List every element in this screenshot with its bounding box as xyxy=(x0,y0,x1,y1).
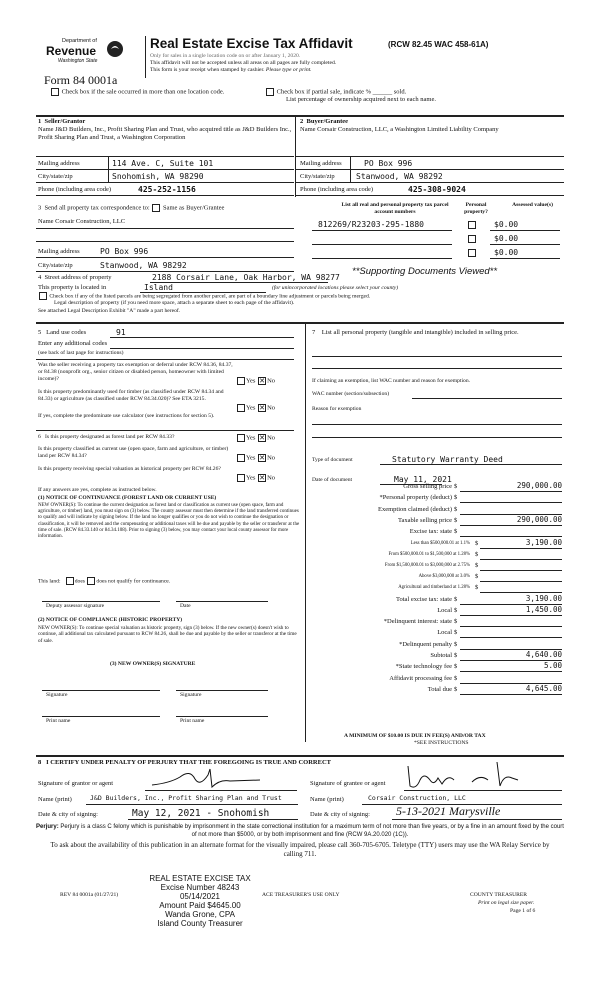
tax-row-dollar: $ xyxy=(475,584,479,592)
tax-row-value: 4,645.00 xyxy=(525,683,562,693)
tax-row-label: *State technology fee xyxy=(395,663,452,671)
parcel-personal-checkbox-2[interactable] xyxy=(468,235,476,243)
grantee-name-label: Name (print) xyxy=(310,796,344,803)
buyer-phone: Phone (including area code) xyxy=(300,186,374,193)
section6-q3: Is this property receiving special valuation as historical property per RCW 84.26? xyxy=(38,466,221,472)
perjury-notice: Perjury: Perjury is a class C felony which is punishable by imprisonment in the state correctional institution for a maximum term of not more than five years, or by a fine in an amount fixed by the court of not more than $5000, or by both imprisonment and fine (RCW 9A.20.020 (1C)). xyxy=(36,824,564,838)
notice2-text: NEW OWNER(S): To continue special valuation as historic property, sign (3) below. If the new owner(s) doesn't wish to continue, all additional tax calculated pursuant to RCW 84.26, shall be due and payable by the seller or transferor at the time of sale. xyxy=(38,625,297,644)
tax-row-dollar: $ xyxy=(454,674,458,682)
tax-row-value: 4,640.00 xyxy=(525,650,562,659)
notice2-title: (2) NOTICE OF COMPLIANCE (HISTORIC PROPERTY) xyxy=(38,617,183,623)
treasurer-stamp: REAL ESTATE EXCISE TAX Excise Number 48243 05/14/2021 Amount Paid $4645.00 Wanda Grone, CPA Island County Treasurer xyxy=(149,874,251,928)
tax-row-dollar: $ xyxy=(454,483,458,490)
buyer-mailing: Mailing address xyxy=(300,160,342,167)
tax-row-label: Total excise tax: state xyxy=(395,595,452,603)
parcel-col-number: List all real and personal property tax parcel account numbers xyxy=(341,202,449,215)
tax-row-dollar: $ xyxy=(454,516,458,524)
logo-line3: Washington State xyxy=(58,58,98,64)
seller-heading: 1 Seller/Grantor xyxy=(38,118,86,125)
parcel-personal-checkbox-1[interactable] xyxy=(468,221,476,229)
dor-logo xyxy=(44,38,124,72)
new-owner-signature-2: Signature xyxy=(180,692,202,698)
grantor-name-label: Name (print) xyxy=(38,796,72,803)
seller-mailing-value: 114 Ave. C, Suite 101 xyxy=(112,159,214,168)
unincorporated-note: (for unincorporated locations please select your county) xyxy=(272,285,399,291)
section6-q2: Is this property classified as current use (open space, farm and agriculture, or timber) land per RCW 84.34? xyxy=(38,446,229,459)
parcel-col-assessed: Assessed value(s) xyxy=(512,202,553,208)
parcel-value-3: $0.00 xyxy=(494,248,519,257)
parcel-value-2: $0.00 xyxy=(494,234,519,243)
tax-row-value: 3,190.00 xyxy=(525,537,562,547)
street-address-label: 4 Street address of property xyxy=(38,274,112,281)
located-label: This property is located in xyxy=(38,284,107,291)
section7-label: 7 List all personal property (tangible and intangible) included in selling price. xyxy=(312,329,519,336)
parcel-col-personal: Personal property? xyxy=(464,202,488,215)
tax-row-value: 1,450.00 xyxy=(525,604,562,614)
street-address-value: 2188 Corsair Lane, Oak Harbor, WA 98277 xyxy=(152,273,340,282)
tax-row-label: *Delinquent penalty xyxy=(399,640,452,648)
this-land[interactable]: This land: does does not qualify for continuance. xyxy=(38,578,171,585)
seller-city: City/state/zip xyxy=(38,173,73,180)
tax-row-dollar: $ xyxy=(454,618,458,626)
grantee-sig-label: Signature of grantee or agent xyxy=(310,780,386,787)
grantor-name-value: J&D Builders, Inc., Profit Sharing Plan and Trust xyxy=(90,794,282,802)
form-number: Form 84 0001a xyxy=(44,73,118,87)
tax-row-value: 290,000.00 xyxy=(516,481,562,490)
tax-row-value: 3,190.00 xyxy=(525,593,562,603)
tax-row-dollar: $ xyxy=(475,539,479,547)
new-owner-print-2: Print name xyxy=(180,718,205,724)
tax-row-label: *Personal property (deduct) xyxy=(379,494,452,502)
section3-name: Name Corsair Construction, LLC xyxy=(38,218,126,225)
deputy-date: Date xyxy=(180,603,191,609)
reason-label: Reason for exemption xyxy=(312,406,362,412)
new-owner-print-1: Print name xyxy=(46,718,71,724)
tax-row-dollar: $ xyxy=(454,685,458,693)
land-use-label: 5 Land use codes xyxy=(38,329,87,336)
legal-size-note: Print on legal size paper. xyxy=(478,900,535,906)
tax-row-value: 5.00 xyxy=(543,661,562,671)
seller-name: Name J&D Builders, Inc., Profit Sharing Plan and Trust, who acquired title as J&D Builders Inc., Profit Sharing Plan and Trust, a Washington Corporation xyxy=(38,126,292,141)
seller-city-value: Snohomish, WA 98290 xyxy=(112,172,204,181)
notice3-title: (3) NEW OWNER(S) SIGNATURE xyxy=(110,661,196,667)
parcel-number-1: 812269/R23203-295-1880 xyxy=(318,220,424,229)
same-as-buyer-checkbox[interactable] xyxy=(152,204,160,212)
tax-row-label: Above $3,000,000 at 3.0% xyxy=(418,574,470,580)
tax-row-label: Less than $500,000.01 at 1.1% xyxy=(410,540,470,546)
notice1-title: (1) NOTICE OF CONTINUANCE (FOREST LAND OR CURRENT USE) xyxy=(38,495,217,501)
form-title: Real Estate Excise Tax Affidavit xyxy=(150,36,353,51)
alternate-format: To ask about the availability of this publication in an alternate format for the visually impaired, please call 360-705-6705. Teletype (TTY) users may use the WA Relay Service by calling 711. xyxy=(50,841,550,858)
seller-phone-value: 425-252-1156 xyxy=(138,185,196,194)
logo-line2: Revenue xyxy=(46,44,97,58)
section5-q2-answer[interactable]: Yes ✕ No xyxy=(236,404,275,412)
list-percentage: List percentage of ownership acquired next to each name. xyxy=(286,96,436,103)
section3-mailing: Mailing address xyxy=(38,248,80,255)
tax-row-label: Total due xyxy=(427,685,452,693)
tax-row-dollar: $ xyxy=(454,528,458,536)
minimum-due: A MINIMUM OF $10.00 IS DUE IN FEE(S) AND/OR TAX xyxy=(344,733,486,739)
section6-q2-answer[interactable]: Yes ✕ No xyxy=(236,454,275,462)
tax-row-label: Gross selling price xyxy=(403,483,452,490)
grantee-date-value: 5-13-2021 Marysville xyxy=(396,804,501,818)
grantor-signature xyxy=(150,765,270,791)
certify-statement: 8 I CERTIFY UNDER PENALTY OF PERJURY THAT THE FOREGOING IS TRUE AND CORRECT xyxy=(38,759,331,766)
tax-row-label: Subtotal xyxy=(430,652,452,659)
buyer-city-value: Stanwood, WA 98292 xyxy=(356,172,443,181)
tax-row-dollar: $ xyxy=(454,505,458,513)
wac-label: WAC number (section/subsection) xyxy=(312,391,390,397)
section6-q3-answer[interactable]: Yes ✕ No xyxy=(236,474,275,482)
check-partial-sale[interactable]: Check box if partial sale, indicate % ______ sold. xyxy=(265,88,406,96)
section5-q3: If yes, complete the predominate use calculator (see instructions for section 5). xyxy=(38,413,215,419)
section3-mailing-value: PO Box 996 xyxy=(100,247,149,256)
tax-row-dollar: $ xyxy=(454,640,458,648)
tax-row-label: Taxable selling price xyxy=(397,516,452,524)
tax-row-dollar: $ xyxy=(475,550,479,558)
form-citation: (RCW 82.45 WAC 458-61A) xyxy=(388,40,489,49)
tax-row-label: Exemption claimed (deduct) xyxy=(377,505,452,513)
tax-row-dollar: $ xyxy=(454,494,458,502)
located-value: Island xyxy=(144,283,173,292)
buyer-city: City/state/zip xyxy=(300,173,335,180)
doc-date-value: May 11, 2021 xyxy=(394,475,452,484)
wa-state-icon xyxy=(106,40,124,58)
deputy-signature: Deputy assessor signature xyxy=(46,603,105,609)
parcel-value-1: $0.00 xyxy=(494,220,519,229)
tax-row-dollar: $ xyxy=(454,629,458,637)
treasurer-use-only: ACE TREASURER'S USE ONLY xyxy=(262,892,340,898)
land-use-value: 91 xyxy=(116,328,126,337)
seller-mailing: Mailing address xyxy=(38,160,80,167)
new-owner-signature-1: Signature xyxy=(46,692,68,698)
parcel-personal-checkbox-3[interactable] xyxy=(468,249,476,257)
buyer-name: Name Corsair Construction, LLC, a Washington Limited Liability Company xyxy=(300,126,499,133)
section5-q2: Is this property predominantly used for timber (as classified under RCW 84.34 and 84.33) or agriculture (as classified under RCW 84.34.020)? See ETA 3215. xyxy=(38,389,224,402)
legal-description-label: Legal description of property (if you need more space, attach a separate sheet to each page of the affidavit). xyxy=(54,300,295,306)
tax-row-label: *Delinquent interest: state xyxy=(383,618,452,626)
buyer-mailing-value: PO Box 996 xyxy=(364,159,413,168)
tax-row-label: Affidavit processing fee xyxy=(389,674,452,682)
seller-phone: Phone (including area code) xyxy=(38,186,112,193)
legal-exhibit: See attached Legal Description Exhibit "A" made a part hereof. xyxy=(38,308,181,314)
grantee-name-value: Corsair Construction, LLC xyxy=(368,794,466,802)
section5-q1: Was the seller receiving a property tax exemption or deferral under RCW 84.36, 84.37, or 84.38 (nonprofit org., senior citizen or disabled person, homeowner with limited income)? xyxy=(38,362,233,382)
header-note-1: Only for sales in a single location code on or after January 1, 2020. xyxy=(150,53,301,59)
grantee-signature xyxy=(402,760,522,792)
tax-row-label: Local xyxy=(437,629,452,637)
tax-row-dollar: $ xyxy=(454,663,458,671)
section6-q1: 6 Is this property designated as forest land per RCW 84.33? xyxy=(38,434,175,440)
page-number: Page 1 of 6 xyxy=(510,908,536,914)
supporting-docs-stamp: **Supporting Documents Viewed** xyxy=(352,266,498,277)
if-any-yes: If any answers are yes, complete as instructed below. xyxy=(38,487,157,493)
tax-row-dollar: $ xyxy=(475,561,479,569)
enter-additional-codes: Enter any additional codes xyxy=(38,340,108,347)
logo-line1: Department of xyxy=(62,38,97,44)
tax-row-dollar: $ xyxy=(475,573,479,581)
tax-row-label: From $1,500,000.01 to $3,000,000 at 2.75% xyxy=(384,562,470,568)
section5-q1-answer[interactable]: Yes ✕ No xyxy=(236,377,275,385)
doc-type-label: Type of document xyxy=(312,457,353,463)
buyer-phone-value: 425-308-9024 xyxy=(408,185,466,194)
tax-row-label: Agricultural and timberland at 1.28% xyxy=(398,585,470,591)
exemption-label: If claiming an exemption, list WAC number and reason for exemption. xyxy=(312,378,471,384)
rev-number: REV 84 0001a (01/27/21) xyxy=(60,892,119,898)
section3-city-value: Stanwood, WA 98292 xyxy=(100,261,187,270)
tax-row-label: From $500,000.01 to $1,500,000 at 1.28% xyxy=(388,551,470,557)
tax-row-dollar: $ xyxy=(454,606,458,614)
header-note-2: This affidavit will not be accepted unless all areas on all pages are fully completed. xyxy=(150,60,337,66)
segregated-checkbox[interactable]: Check box if any of the listed parcels are being segregated from another parcel, are part of a boundary line adjustment or parcels being merged. xyxy=(38,292,370,300)
tax-row-dollar: $ xyxy=(454,595,458,603)
header-note-3: This form is your receipt when stamped by cashier. Please type or print. xyxy=(150,67,312,73)
tax-row-value: 290,000.00 xyxy=(516,514,562,524)
tax-row-label: Excise tax: state xyxy=(409,528,452,536)
grantee-date-label: Date & city of signing: xyxy=(310,811,370,818)
tax-row-label: Local xyxy=(437,606,452,614)
check-multi-location[interactable]: Check box if the sale occurred in more than one location code. xyxy=(50,88,224,96)
see-instructions: *SEE INSTRUCTIONS xyxy=(414,740,469,746)
doc-date-label: Date of document xyxy=(312,477,353,483)
grantor-date-label: Date & city of signing: xyxy=(38,811,98,818)
notice1-text: NEW OWNER(S): To continue the current designation as forest land or classification as current use (open space, farm and agriculture, or timber) land, you must sign on (3) below. The county assessor must then determine if the land transferred continues to qualify and will indicate by signing below. If the land no longer qualifies or you do not wish to continue the designation or classification, it will be removed and the compensating or additional taxes will be due and payable by the seller or transferor at the time of sale. (RCW 84.33.140 or 84.34.108). Prior to signing (3) below, you may contact your local county assessor for more information. xyxy=(38,503,300,540)
section3-label: 3 Send all property tax correspondence to: Same as Buyer/Grantee xyxy=(38,204,225,212)
doc-type-value: Statutory Warranty Deed xyxy=(392,455,503,464)
section6-q1-answer[interactable]: Yes ✕ No xyxy=(236,434,275,442)
grantor-sig-label: Signature of grantor or agent xyxy=(38,780,114,787)
grantor-date-value: May 12, 2021 - Snohomish xyxy=(132,808,270,819)
see-back: (see back of last page for instructions) xyxy=(38,350,124,356)
buyer-heading: 2 Buyer/Grantee xyxy=(300,118,349,125)
tax-row-dollar: $ xyxy=(454,652,458,659)
county-treasurer: COUNTY TREASURER xyxy=(470,892,528,898)
section3-city: City/state/zip xyxy=(38,262,73,269)
